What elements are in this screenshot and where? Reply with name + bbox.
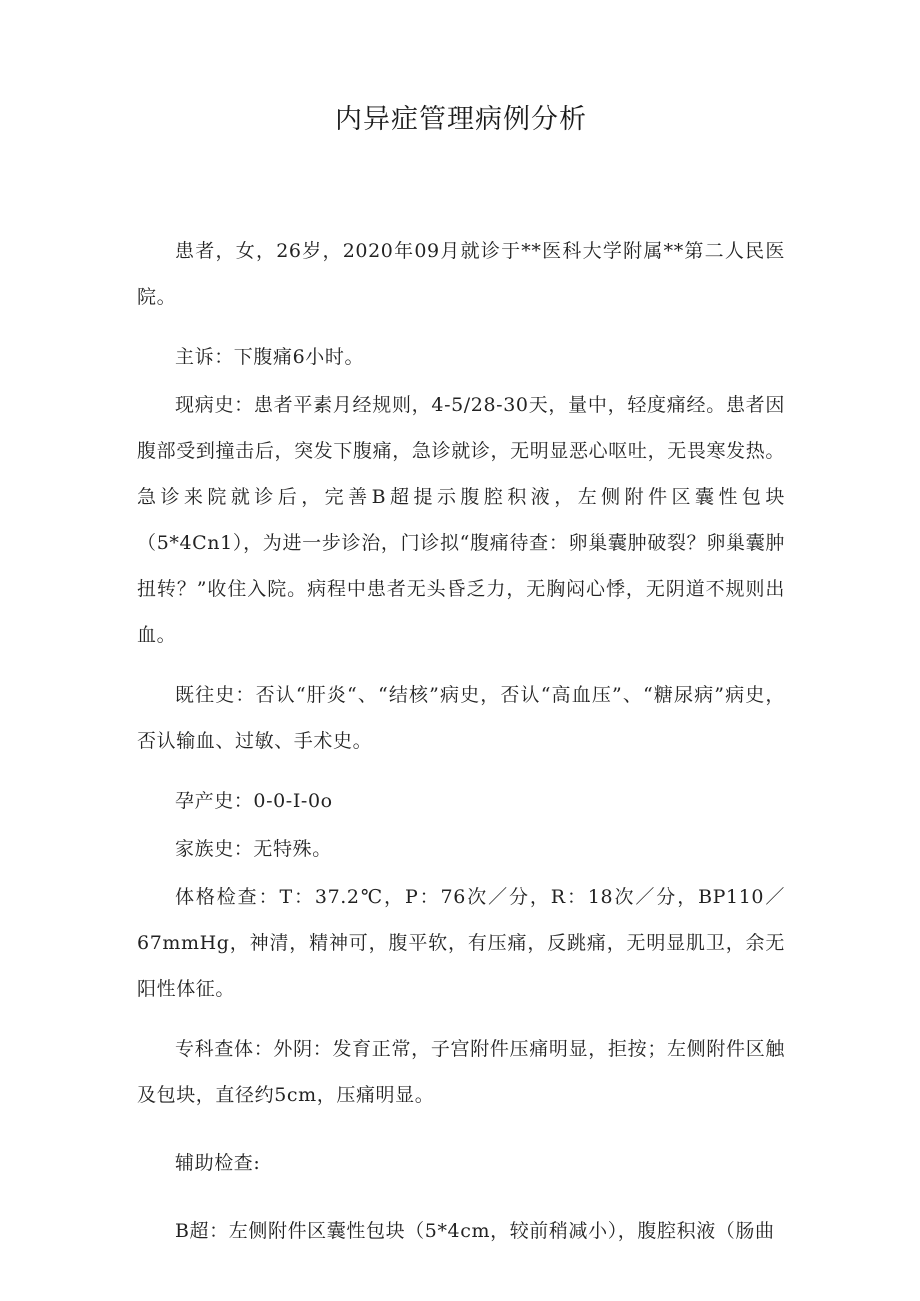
auxiliary-exam-heading: 辅助检查: xyxy=(175,1152,261,1174)
specialist-exam-paragraph: 专科查体：外阴：发育正常，子宫附件压痛明显，拒按；左侧附件区触及包块，直径约5cm，压痛明显。 xyxy=(137,1038,785,1106)
physical-exam-paragraph: 体格检查：T：37.2℃，P：76次／分，R：18次／分，BP110／67mmHg，神清，精神可，腹平软，有压痛，反跳痛，无明显肌卫，余无阳性体征。 xyxy=(137,886,785,1000)
document-title: 内异症管理病例分析 xyxy=(335,104,587,135)
document-body xyxy=(137,228,785,1254)
past-history-paragraph: 既往史：否认“肝炎“、“结核”病史，否认“高血压”、“糖尿病”病史，否认输血、过敏、手术史。 xyxy=(137,684,785,752)
family-history-paragraph: 家族史：无特殊。 xyxy=(175,838,332,860)
obstetric-history-paragraph: 孕产史：0-0-I-0o xyxy=(175,790,333,812)
chief-complaint-paragraph: 主诉：下腹痛6小时。 xyxy=(175,346,365,368)
patient-info-paragraph: 患者，女，26岁，2020年09月就诊于**医科大学附属**第二人民医院。 xyxy=(137,240,785,308)
present-illness-paragraph: 现病史：患者平素月经规则，4-5/28-30天，量中，轻度痛经。患者因腹部受到撞击后，突发下腹痛，急诊就诊，无明显恶心呕吐，无畏寒发热。急诊来院就诊后，完善B超提示腹腔积液，左侧附件区囊性包块（5*4Cn1），为进一步诊治，门诊拟“腹痛待查：卵巢囊肿破裂？卵巢囊肿扭转？”收住入院。病程中患者无头昏乏力，无胸闷心悸，无阴道不规则出血。 xyxy=(137,394,785,646)
ultrasound-paragraph: B超：左侧附件区囊性包块（5*4cm，较前稍减小），腹腔积液（肠曲 xyxy=(175,1220,775,1242)
